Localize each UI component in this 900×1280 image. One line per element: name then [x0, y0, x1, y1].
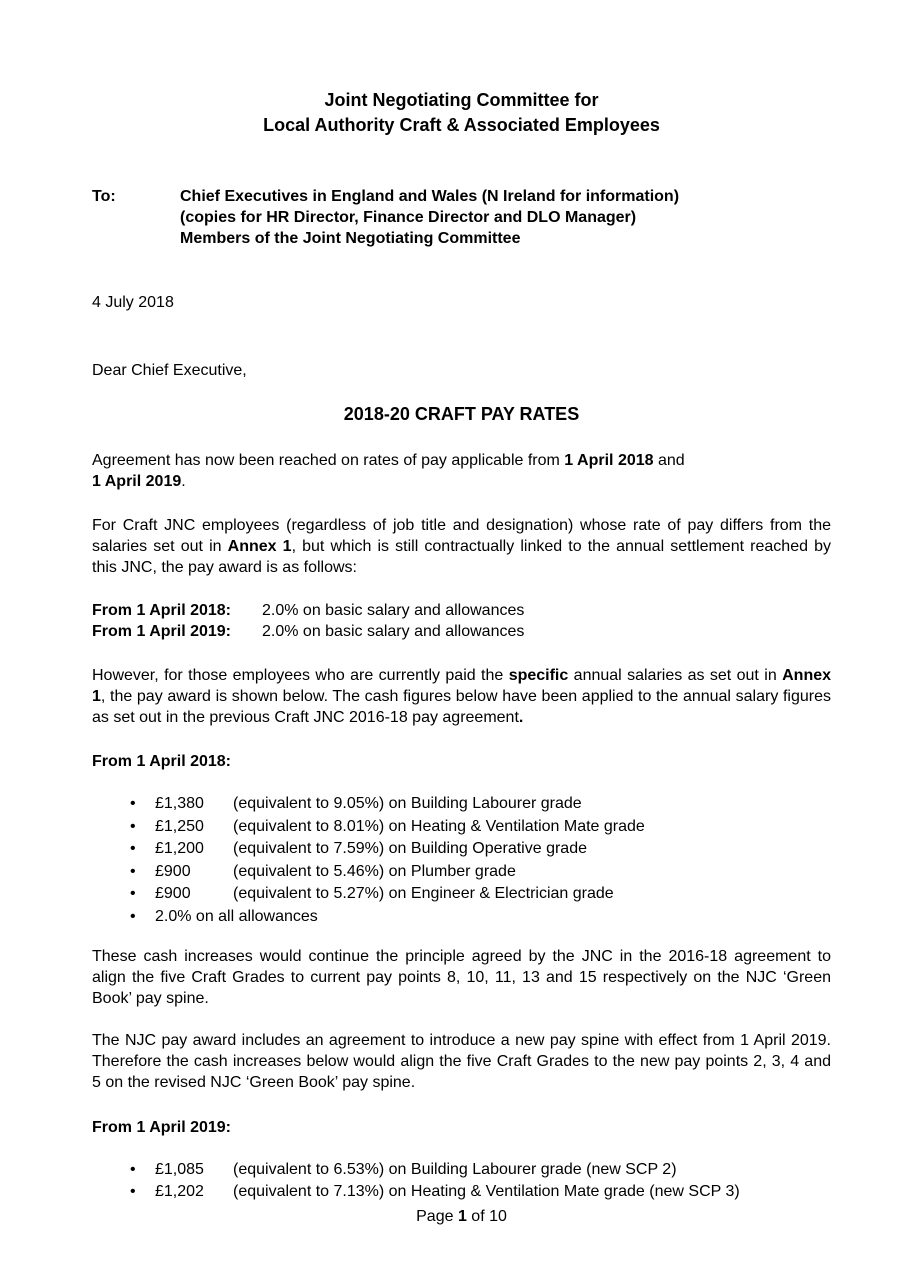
recipient-line-3: Members of the Joint Negotiating Committee — [180, 230, 521, 247]
list-item-engineer-electrician — [130, 883, 831, 904]
recipient-line-1: Chief Executives in England and Wales (N Ireland for information) — [180, 188, 680, 205]
increase-amount: £1,250 — [155, 817, 204, 835]
award-value-2018: 2.0% on basic salary and allowances — [262, 602, 525, 619]
text-segment-bold-specific: specific — [508, 667, 569, 684]
paragraph-principle: These cash increases would continue the principle agreed by the JNC in the 2016-18 agreement to align the five Craft Grades to current pay points 8, 10, 11, 13 and 15 respectively on the NJC ‘Green Book’ pay spine. — [92, 947, 831, 1007]
paragraph-however — [92, 665, 831, 728]
text-segment: , the pay award is shown below. The cash figures below have been applied to the annual salary figures as set out in the previous Craft JNC 2016-18 pay agreement — [92, 688, 831, 726]
increase-desc: 2.0% on all allowances — [155, 907, 318, 925]
committee-title-line2: Local Authority Craft & Associated Employees — [263, 115, 660, 135]
award-label-2019: From 1 April 2019: — [92, 623, 232, 640]
bullet-icon — [130, 883, 155, 904]
section-heading-2019: From 1 April 2019: — [92, 1118, 232, 1136]
text-segment-bold-period: . — [518, 709, 524, 726]
pay-award-line-2019 — [92, 621, 831, 642]
list-item-building-labourer — [130, 793, 831, 814]
recipient-line-2: (copies for HR Director, Finance Director and DLO Manager) — [180, 209, 637, 226]
increase-desc: (equivalent to 5.27%) on Engineer & Electrician grade — [233, 885, 614, 902]
bullet-icon — [130, 906, 155, 927]
text-segment: For Craft JNC employees (regardless of job title and designation) whose rate of pay differs from the salaries set out in — [92, 517, 831, 555]
letter-date: 4 July 2018 — [92, 294, 174, 311]
bullet-icon — [130, 861, 155, 882]
pay-increase-list-2019 — [130, 1159, 831, 1203]
text-segment: Agreement has now been reached on rates of pay applicable from — [92, 452, 565, 469]
increase-desc: (equivalent to 7.59%) on Building Operative grade — [233, 840, 587, 857]
list-item-building-labourer-2019 — [130, 1159, 831, 1180]
award-value-2019: 2.0% on basic salary and allowances — [262, 623, 525, 640]
footer-text-suffix: of 10 — [466, 1208, 507, 1225]
to-label: To: — [92, 188, 116, 205]
list-item-building-operative — [130, 838, 831, 859]
committee-title-line1: Joint Negotiating Committee for — [324, 90, 599, 110]
page-number: 1 — [457, 1208, 467, 1225]
increase-amount: £1,200 — [155, 840, 204, 857]
text-segment: annual salaries as set out in — [568, 667, 783, 684]
subject-heading: 2018-20 CRAFT PAY RATES — [343, 404, 580, 424]
increase-desc: (equivalent to 7.13%) on Heating & Ventilation Mate grade (new SCP 3) — [233, 1183, 740, 1200]
increase-amount: £900 — [155, 885, 191, 902]
list-item-allowances — [130, 906, 831, 927]
increase-amount: £900 — [155, 862, 191, 880]
list-item-plumber — [130, 861, 831, 882]
text-segment-bold-date-2019: 1 April 2019 — [92, 473, 182, 490]
recipient-lines — [180, 186, 679, 249]
list-item-heating-ventilation-mate-2019 — [130, 1181, 831, 1202]
list-item-heating-ventilation-mate — [130, 816, 831, 837]
award-label-2018: From 1 April 2018: — [92, 602, 232, 619]
text-segment-bold-date-2018: 1 April 2018 — [564, 452, 654, 469]
text-segment-bold-annex: Annex 1 — [227, 538, 292, 555]
bullet-icon — [130, 793, 155, 814]
increase-amount: £1,085 — [155, 1160, 204, 1178]
bullet-icon — [130, 816, 155, 837]
salutation: Dear Chief Executive, — [92, 362, 247, 379]
page-footer — [92, 1206, 831, 1227]
pay-increase-list-2018 — [130, 793, 831, 927]
increase-desc: (equivalent to 6.53%) on Building Labourer grade (new SCP 2) — [233, 1160, 677, 1178]
paragraph-agreement — [92, 450, 831, 492]
pay-award-lines — [92, 600, 831, 642]
text-segment: However, for those employees who are currently paid the — [92, 667, 509, 684]
bullet-icon — [130, 1159, 155, 1180]
bullet-icon — [130, 1181, 155, 1202]
text-segment: , but which is still contractually linked to the annual settlement reached by this JNC, the pay award is as follows: — [92, 538, 832, 576]
text-segment: and — [653, 452, 685, 469]
recipient-block — [92, 186, 831, 249]
increase-amount: £1,202 — [155, 1183, 204, 1200]
paragraph-new-pay-spine: The NJC pay award includes an agreement to introduce a new pay spine with effect from 1 April 2019. Therefore the cash increases below would align the five Craft Grades to the new pay points 2, 3, 4 and 5 on the revised NJC ‘Green Book’ pay spine. — [92, 1031, 831, 1091]
increase-desc: (equivalent to 8.01%) on Heating & Ventilation Mate grade — [233, 817, 645, 835]
increase-desc: (equivalent to 9.05%) on Building Labourer grade — [233, 795, 582, 812]
footer-text-prefix: Page — [416, 1208, 458, 1225]
paragraph-craft-jnc — [92, 515, 831, 578]
text-segment-bold-annex: Annex 1 — [92, 667, 832, 705]
bullet-icon — [130, 838, 155, 859]
text-segment: . — [181, 473, 186, 490]
increase-amount: £1,380 — [155, 795, 204, 812]
letterhead — [92, 88, 831, 138]
pay-award-line-2018 — [92, 600, 831, 621]
section-heading-2018: From 1 April 2018: — [92, 753, 232, 770]
increase-desc: (equivalent to 5.46%) on Plumber grade — [233, 862, 516, 880]
